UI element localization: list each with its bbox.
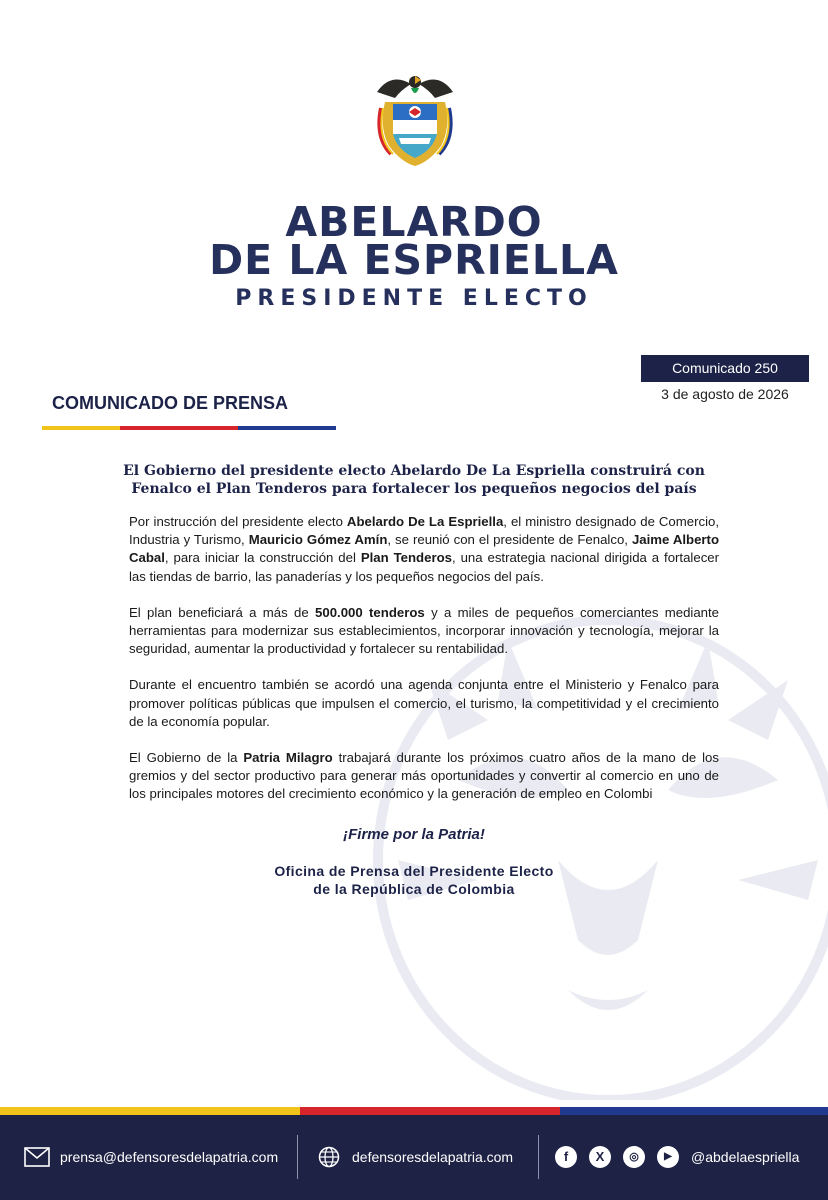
press-office-line2: de la República de Colombia — [313, 881, 515, 897]
text-run: , una estrategia nacional dirigida a fortalecer las tiendas de barrio, las panaderías y los pequeños negocios del país. — [129, 550, 720, 584]
footer-website-text[interactable]: defensoresdelapatria.com — [352, 1149, 514, 1165]
press-office-signature — [0, 862, 828, 898]
body-paragraph — [129, 513, 719, 586]
text-run: trabajará durante los próximos cuatro años de la mano de los gremios y del sector productivo para generar más oportunidades y convertir al comercio en uno de los principales motores del crecimiento económico y la generación de empleo en Colombi — [129, 750, 719, 802]
facebook-icon[interactable]: f — [555, 1146, 577, 1168]
text-run: El Gobierno de la — [129, 750, 244, 766]
instagram-icon[interactable]: ◎ — [623, 1146, 645, 1168]
bold-text-run: Patria Milagro — [243, 750, 333, 766]
president-name-line1: ABELARDO — [285, 198, 543, 246]
youtube-icon[interactable]: ▶ — [657, 1146, 679, 1168]
text-run: El plan beneficiará a más de — [129, 604, 316, 620]
headline — [120, 462, 708, 498]
footer-website[interactable] — [318, 1145, 513, 1169]
tricolor-underline — [42, 426, 336, 430]
headline-line2: Fenalco el Plan Tenderos para fortalecer los pequeños negocios del país — [131, 481, 697, 497]
press-office-line1: Oficina de Prensa del Presidente Electo — [274, 863, 554, 879]
footer-email[interactable] — [24, 1145, 278, 1169]
president-role: PRESIDENTE ELECTO — [235, 286, 593, 311]
communique-date: 3 de agosto de 2026 — [661, 386, 789, 402]
body-paragraph — [129, 749, 719, 804]
footer — [0, 1115, 828, 1200]
text-run: , se reunió con el presidente de Fenalco, — [387, 532, 632, 548]
body-text — [129, 513, 719, 822]
president-name-line2: DE LA ESPRIELLA — [209, 236, 619, 284]
body-paragraph — [129, 604, 719, 659]
social-handle[interactable]: @abdelaespriella — [691, 1149, 800, 1165]
bold-text-run: Abelardo De La Espriella — [346, 514, 504, 529]
text-run: Por instrucción del presidente electo — [129, 514, 347, 529]
press-release-label: COMUNICADO DE PRENSA — [52, 393, 289, 413]
footer-email-text[interactable]: prensa@defensoresdelapatria.com — [60, 1149, 279, 1165]
communique-number-badge: Comunicado 250 — [641, 355, 809, 382]
footer-divider — [297, 1135, 298, 1179]
text-run: Durante el encuentro también se acordó una agenda conjunta entre el Ministerio y Fenalco para promover políticas públicas que impulsen el comercio, el turismo, la competitividad y el crecimiento de la economía popular. — [129, 677, 719, 729]
text-run: , el ministro designado de Comercio, Industria y Turismo, — [129, 514, 719, 548]
x-icon[interactable]: X — [589, 1146, 611, 1168]
mail-icon — [24, 1147, 50, 1167]
bold-text-run: Mauricio Gómez Amín — [248, 532, 388, 548]
coat-of-arms-icon — [371, 68, 459, 172]
footer-tricolor-stripe — [0, 1107, 828, 1115]
globe-icon — [318, 1146, 340, 1168]
closing-slogan: ¡Firme por la Patria! — [343, 826, 485, 843]
bold-text-run: Plan Tenderos — [360, 550, 452, 566]
body-paragraph — [129, 676, 719, 731]
footer-social — [555, 1145, 799, 1169]
text-run: , para iniciar la construcción del — [164, 550, 361, 566]
footer-divider — [538, 1135, 539, 1179]
text-run: y a miles de pequeños comerciantes mediante herramientas para modernizar sus establecimientos, incorporar innovación y tecnología, mejorar la seguridad, aumentar la productividad y fortalecer su rentabilidad. — [129, 604, 720, 657]
headline-line1: El Gobierno del presidente electo Abelardo De La Espriella construirá con — [123, 463, 705, 479]
bold-text-run: Jaime Alberto Cabal — [129, 532, 720, 566]
bold-text-run: 500.000 tenderos — [315, 604, 425, 620]
